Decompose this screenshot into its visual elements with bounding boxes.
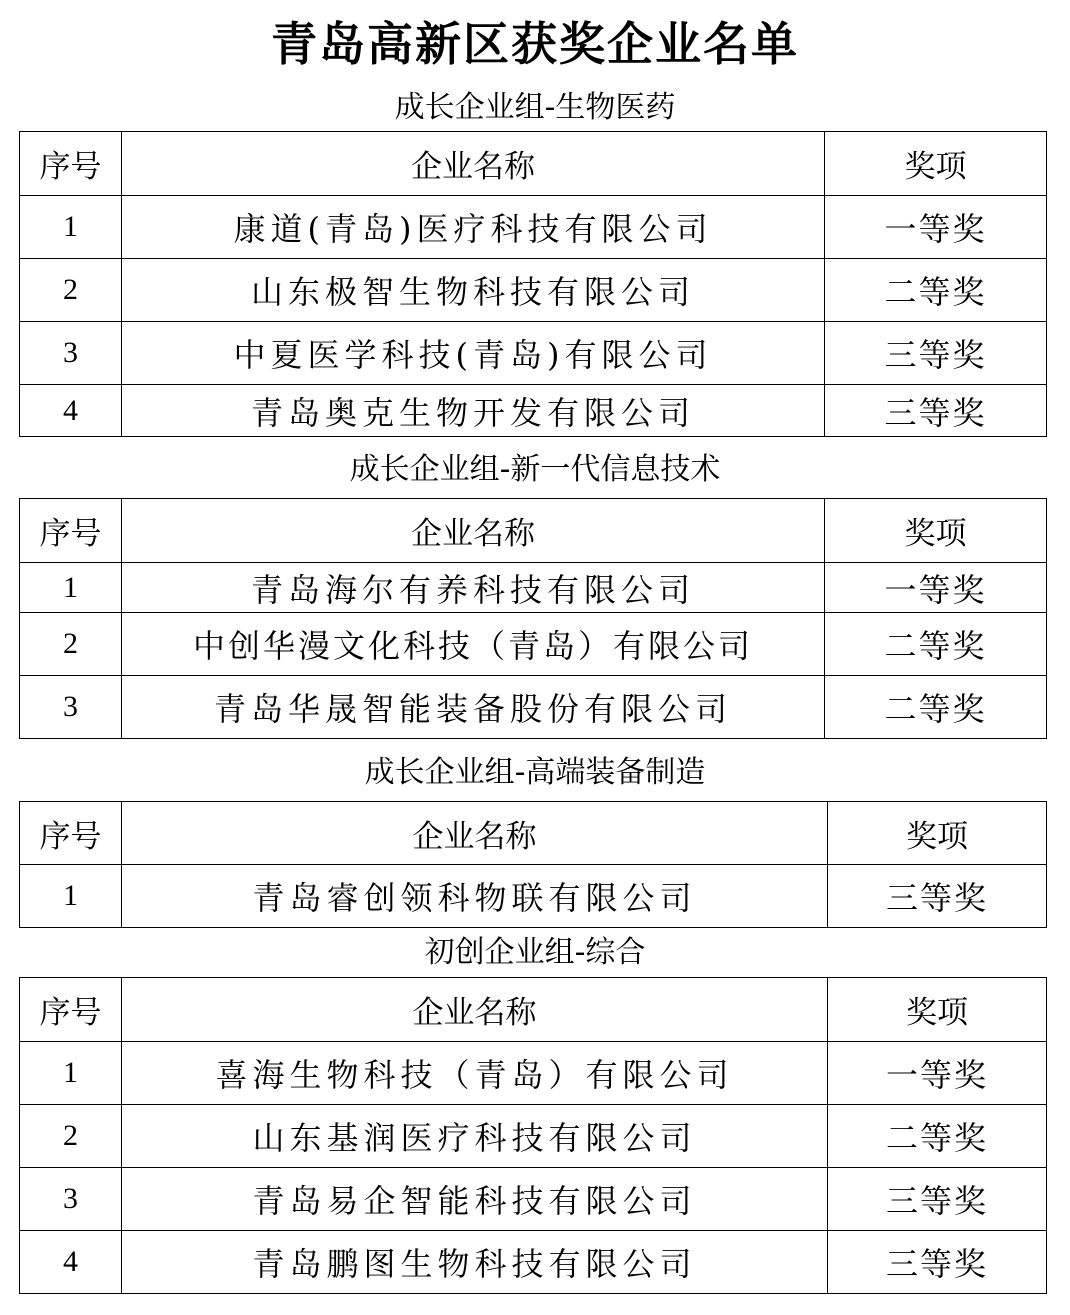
award-table-information-technology — [19, 498, 1047, 739]
company-name: 青岛海尔有养科技有限公司 — [122, 563, 825, 613]
award-level: 二等奖 — [825, 613, 1047, 676]
row-index: 2 — [20, 1105, 122, 1168]
table-row — [20, 322, 1047, 385]
table-row — [20, 613, 1047, 676]
award-table-biomedicine — [19, 131, 1047, 437]
row-index: 3 — [20, 322, 122, 385]
header-company-name: 企业名称 — [122, 978, 828, 1042]
company-name: 青岛奥克生物开发有限公司 — [122, 385, 825, 437]
row-index: 3 — [20, 1168, 122, 1231]
award-level: 三等奖 — [828, 865, 1047, 928]
table-row — [20, 1042, 1047, 1105]
award-level: 二等奖 — [825, 259, 1047, 322]
header-award: 奖项 — [828, 978, 1047, 1042]
row-index: 2 — [20, 613, 122, 676]
award-level: 三等奖 — [825, 322, 1047, 385]
company-name: 青岛鹏图生物科技有限公司 — [122, 1231, 828, 1294]
company-name: 康道(青岛)医疗科技有限公司 — [122, 196, 825, 259]
table-header-row — [20, 802, 1047, 865]
company-name: 喜海生物科技（青岛）有限公司 — [122, 1042, 828, 1105]
table-row — [20, 1105, 1047, 1168]
company-name: 青岛睿创领科物联有限公司 — [122, 865, 828, 928]
table-row — [20, 259, 1047, 322]
table-row — [20, 196, 1047, 259]
header-award: 奖项 — [825, 499, 1047, 563]
header-index: 序号 — [20, 132, 122, 196]
award-level: 三等奖 — [828, 1231, 1047, 1294]
row-index: 4 — [20, 1231, 122, 1294]
row-index: 1 — [20, 196, 122, 259]
header-index: 序号 — [20, 802, 122, 865]
row-index: 3 — [20, 676, 122, 739]
header-index: 序号 — [20, 499, 122, 563]
table-row — [20, 385, 1047, 437]
row-index: 1 — [20, 1042, 122, 1105]
award-level: 一等奖 — [825, 563, 1047, 613]
table-header-row — [20, 978, 1047, 1042]
group-title-biomedicine: 成长企业组-生物医药 — [394, 90, 676, 125]
table-row — [20, 865, 1047, 928]
award-level: 一等奖 — [825, 196, 1047, 259]
award-level: 二等奖 — [825, 676, 1047, 739]
award-table-startup-comprehensive — [19, 977, 1047, 1294]
table-row — [20, 1231, 1047, 1294]
page-title: 青岛高新区获奖企业名单 — [271, 17, 799, 71]
group-title-startup-comprehensive: 初创企业组-综合 — [424, 935, 646, 970]
award-table-high-end-equipment — [19, 801, 1047, 928]
award-level: 二等奖 — [828, 1105, 1047, 1168]
table-row — [20, 1168, 1047, 1231]
header-company-name: 企业名称 — [122, 499, 825, 563]
award-level: 三等奖 — [828, 1168, 1047, 1231]
company-name: 青岛华晟智能装备股份有限公司 — [122, 676, 825, 739]
header-index: 序号 — [20, 978, 122, 1042]
group-title-information-technology: 成长企业组-新一代信息技术 — [349, 452, 721, 487]
table-row — [20, 676, 1047, 739]
company-name: 中创华漫文化科技（青岛）有限公司 — [122, 613, 825, 676]
group-title-high-end-equipment: 成长企业组-高端装备制造 — [364, 755, 706, 790]
row-index: 1 — [20, 563, 122, 613]
header-award: 奖项 — [828, 802, 1047, 865]
company-name: 山东极智生物科技有限公司 — [122, 259, 825, 322]
company-name: 山东基润医疗科技有限公司 — [122, 1105, 828, 1168]
award-level: 一等奖 — [828, 1042, 1047, 1105]
row-index: 4 — [20, 385, 122, 437]
row-index: 1 — [20, 865, 122, 928]
company-name: 青岛易企智能科技有限公司 — [122, 1168, 828, 1231]
table-header-row — [20, 499, 1047, 563]
header-company-name: 企业名称 — [122, 802, 828, 865]
table-header-row — [20, 132, 1047, 196]
award-level: 三等奖 — [825, 385, 1047, 437]
row-index: 2 — [20, 259, 122, 322]
table-row — [20, 563, 1047, 613]
company-name: 中夏医学科技(青岛)有限公司 — [122, 322, 825, 385]
header-company-name: 企业名称 — [122, 132, 825, 196]
header-award: 奖项 — [825, 132, 1047, 196]
